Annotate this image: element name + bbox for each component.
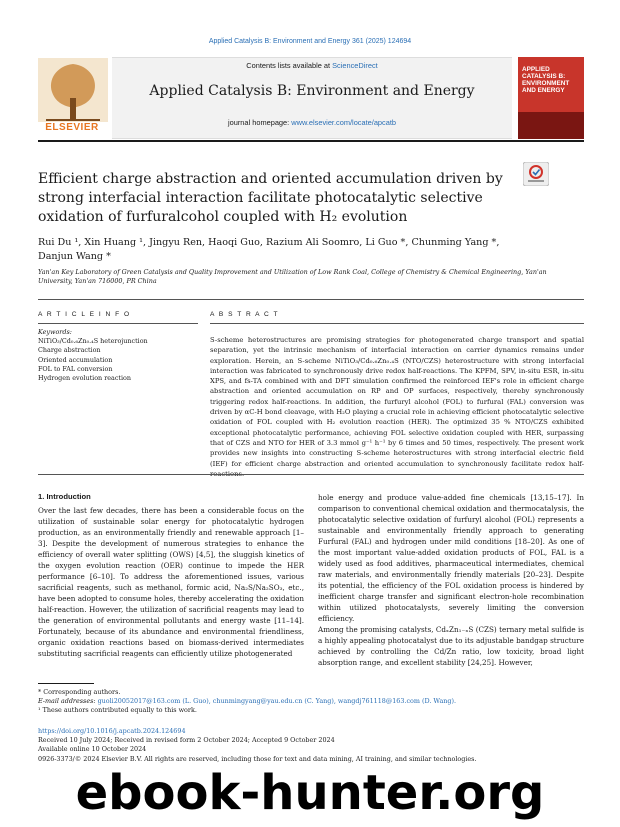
copyright: 0926-3373/© 2024 Elsevier B.V. All rights are reserved, including those for text and data mining, AI training, and similar technologies. xyxy=(38,754,477,763)
author-line-2[interactable]: Danjun Wang * xyxy=(38,251,111,262)
introduction-heading: 1. Introduction xyxy=(38,492,91,501)
abstract-bottom-divider xyxy=(38,474,584,475)
publication-info xyxy=(38,727,584,764)
watermark: ebook-hunter.org xyxy=(75,765,545,821)
keyword-item: NiTiO₃/Cd₀.₆Zn₀.₄S heterojunction xyxy=(38,337,148,346)
contents-prefix: Contents lists available at xyxy=(246,61,333,70)
homepage-link[interactable]: www.elsevier.com/locate/apcatb xyxy=(291,118,397,127)
keyword-item: Charge abstraction xyxy=(38,346,101,355)
homepage-line xyxy=(112,118,512,127)
author-list xyxy=(38,236,558,264)
journal-cover-band xyxy=(518,112,584,139)
equal-contribution-note: ¹ These authors contributed equally to this work. xyxy=(38,706,197,715)
email-label: E-mail addresses: xyxy=(38,697,98,706)
keyword-item: Oriented accumulation xyxy=(38,355,113,364)
journal-reference[interactable]: Applied Catalysis B: Environment and Energy 361 (2025) 124694 xyxy=(208,38,412,45)
homepage-prefix: journal homepage: xyxy=(227,118,292,127)
introduction-column-right: hole energy and produce value-added fine chemicals [13,15–17]. In comparison to conventional chemical oxidation and thermocatalysis, the photocatalytic selective oxidation of furfuryl alcohol (FOL) represents a sustainable and environmentally friendly approach to generating Furfural (FAL) and hydrogen under mild conditions [18–20]. As one of the most important value-added oxidation products of FOL, FAL is a widely used as food additives, pharmaceutical intermediates, chemical raw materials, and environmentally friendly materials [20–23]. Despite its potential, the efficiency of the FOL oxidation process is hindered by inefficient charge transfer and significant electron-hole recombination within utilized photocatalysts, severely limiting the conversion efficiency. Among the promising catalysts, CdₓZn₁₋ₓS (CZS) ternary metal sulfide is a highly appealing photocatalyst due to its adjustable bandgap structure achieved by controlling the Cd/Zn ratio, low toxicity, broad light absorption range, and excellent stability [24,25]. However, xyxy=(318,493,584,667)
email-note xyxy=(38,697,584,706)
publisher-logo-text: ELSEVIER xyxy=(45,122,99,133)
affiliation: Yan'an Key Laboratory of Green Catalysis and Quality Improvement and Utilization of Low Rank Coal, College of Chemistry & Chemical Engineering, Yan'an University, Yan'an 716000, PR China xyxy=(38,268,547,285)
email-links[interactable]: guoli20052017@163.com (L. Guo), chunmingyang@yau.edu.cn (C. Yang), wangdj761118@163.com (D. Wang). xyxy=(97,697,456,706)
footnotes xyxy=(38,688,584,716)
journal-cover-title: APPLIED CATALYSIS B: ENVIRONMENT AND ENERGY xyxy=(522,66,570,94)
introduction-column-left: Over the last few decades, there has been a considerable focus on the utilization of sustainable solar energy for photocatalytic hydrogen production, as an environmentally friendly and renewable approach [1–3]. Despite the development of numerous strategies to enhance the efficiency of overall water splitting (OWS) [4,5], the sluggish kinetics of the oxygen evolution reaction (OER) continue to impede the HER performance [6–10]. To address the aforementioned issues, various sacrificial reagents, such as methanol, formic acid, Na₂S/Na₂SO₃, etc., have been adopted to consume holes, thereby accelerating the oxidation half-reaction. However, the utilization of sacrificial reagents may lead to the generation of environmental pollutants and energy waste [11–14]. Fortunately, because of its abundance and environmental friendliness, organic oxidation reactions based on biomass-derived intermediates substituting sacrificial reagents can efficiently utilize photogenerated xyxy=(38,506,304,658)
check-for-updates-icon[interactable] xyxy=(523,162,549,186)
abstract-text: S-scheme heterostructures are promising strategies for photogenerated charge transport and spatial separation, yet the intrinsic mechanism of interfacial interaction on carrier dynamics remains under exploration. Herein, an S-scheme NiTiO₃/Cd₀.₆Zn₀.₄S (NTO/CZS) heterostructure with strong interfacial interaction was fabricated to synchronously drive redox half-reactions. The KPFM, SPV, in-situ ESR, in-situ XPS, and fs-TA combined with and DFT simulation confirmed the reinforced IEF's role in efficient charge abstraction and oriented accumulation on RP and OP surfaces, respectively, thereby synchronously triggering redox half-reactions. In addition, the furfuryl alcohol (FOL) to furfural (FAL) conversion was driven by αC-H bond cleavage, with H₂O playing a crucial role in achieving efficient photocatalytic selective oxidation of FOL coupled with H₂ evolution reaction (HER). The optimized 35 % NTO/CZS exhibited exceptional photocatalytic performance, achieving FOL selective oxidation coupled with HER, surpassing that of CZS and NTO for HER of 3.3 mmol g⁻¹ h⁻¹ by 6 times and 50 times, respectively. The present work provides new insights into constructing S-scheme heterostructures with strong interfacial electric field (IEF) for efficient charge abstraction and oriented accumulation to synchronously facilitate redox half- xyxy=(210,336,584,468)
received-dates: Received 10 July 2024; Received in revised form 2 October 2024; Accepted 9 October 2024 xyxy=(38,736,335,745)
header-divider xyxy=(38,140,584,142)
elsevier-tree-logo xyxy=(38,58,108,130)
keywords-label: Keywords: xyxy=(38,328,72,336)
doi-link[interactable]: https://doi.org/10.1016/j.apcatb.2024.124694 xyxy=(38,727,186,735)
author-line-1[interactable]: Rui Du ¹, Xin Huang ¹, Jingyu Ren, Haoqi Guo, Razium Ali Soomro, Li Guo *, Chunming Yang *, xyxy=(38,237,500,248)
abstract-heading: A B S T R A C T xyxy=(210,311,280,318)
section-divider xyxy=(38,299,584,300)
article-info-heading: A R T I C L E I N F O xyxy=(38,311,131,318)
journal-title: Applied Catalysis B: Environment and Energy xyxy=(149,83,475,99)
corresponding-note: * Corresponding authors. xyxy=(38,688,121,696)
sciencedirect-link[interactable]: ScienceDirect xyxy=(332,61,378,70)
available-date: Available online 10 October 2024 xyxy=(38,745,147,754)
keyword-item: Hydrogen evolution reaction xyxy=(38,374,132,383)
keywords-block xyxy=(38,328,198,383)
abstract-divider xyxy=(210,323,584,324)
contents-line xyxy=(112,61,512,70)
footnote-divider xyxy=(38,683,94,684)
keyword-item: FOL to FAL conversion xyxy=(38,364,113,373)
article-info-divider xyxy=(38,323,198,324)
paper-title: Efficient charge abstraction and oriented accumulation driven by strong interfacial interaction facilitate photocatalytic selective oxidation of furfuralcohol coupled with H₂ evolution xyxy=(38,171,503,225)
